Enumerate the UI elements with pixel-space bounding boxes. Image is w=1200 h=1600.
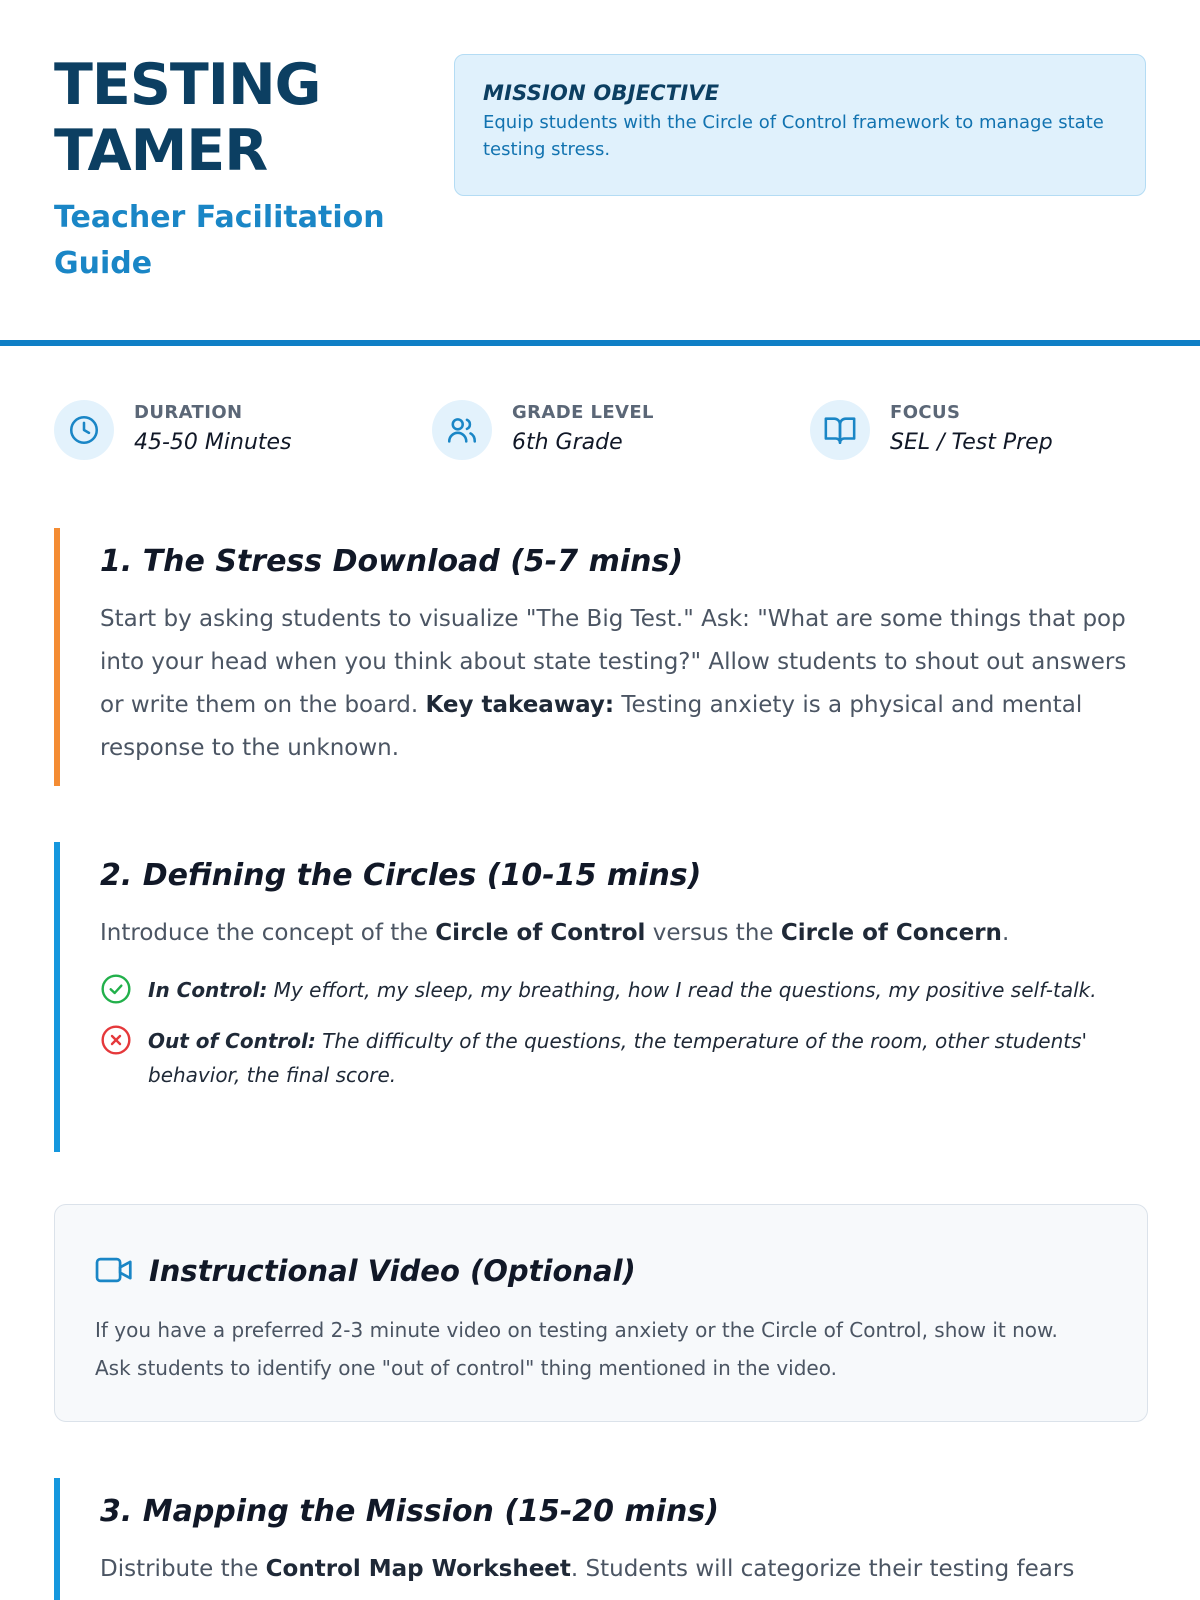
section-heading: 1. The Stress Download (5-7 mins) bbox=[100, 544, 684, 579]
meta-label: GRADE LEVEL bbox=[512, 402, 654, 423]
list-item-out-of-control bbox=[100, 1024, 1148, 1092]
section-stress-download bbox=[54, 528, 1148, 786]
section-body bbox=[100, 598, 1148, 770]
lesson-meta-row bbox=[0, 398, 1200, 464]
body-text: Testing anxiety is a physical and mental response to the unknown. bbox=[100, 692, 1083, 761]
section-heading: 2. Defining the Circles (10-15 mins) bbox=[100, 858, 702, 893]
mission-objective-box bbox=[454, 54, 1146, 196]
book-open-icon bbox=[810, 400, 870, 460]
x-circle-icon bbox=[100, 1024, 132, 1056]
key-takeaway-label: Key takeaway: bbox=[425, 692, 615, 718]
intro-text: versus the bbox=[645, 920, 781, 946]
users-icon bbox=[432, 400, 492, 460]
instructional-video-card bbox=[54, 1204, 1148, 1422]
meta-label: FOCUS bbox=[890, 402, 961, 423]
page-header bbox=[0, 0, 1200, 340]
video-card-text: If you have a preferred 2-3 minute video on testing anxiety or the Circle of Control, show it now. Ask students to identify one "out of control" thing mentioned in the video. bbox=[95, 1318, 1058, 1380]
section-accent-bar bbox=[54, 528, 60, 786]
bullet-label: In Control: bbox=[148, 978, 268, 1002]
body-text: Start by asking students to visualize "The Big Test." Ask: "What are some things that pop into your head when you think about state testing?" Allow students to shout out answers or write them on the board. bbox=[100, 606, 1127, 718]
section-accent-bar bbox=[54, 842, 60, 1152]
section-body bbox=[100, 1548, 1148, 1591]
meta-duration bbox=[54, 398, 384, 464]
title-line-1: TESTING bbox=[54, 52, 321, 118]
meta-value: 45-50 Minutes bbox=[134, 430, 292, 455]
title-line-2: TAMER bbox=[54, 118, 268, 184]
meta-grade-level bbox=[432, 398, 762, 464]
video-camera-icon bbox=[95, 1255, 133, 1285]
intro-text: . bbox=[1001, 920, 1010, 946]
section-defining-circles bbox=[54, 842, 1148, 1152]
body-text: . Students will categorize their testing fears bbox=[570, 1556, 1075, 1582]
intro-text: Introduce the concept of the bbox=[100, 920, 436, 946]
circle-of-control-term: Circle of Control bbox=[435, 920, 646, 946]
mission-text: Equip students with the Circle of Control framework to manage state testing stress. bbox=[483, 112, 1104, 160]
video-card-title: Instructional Video (Optional) bbox=[149, 1254, 636, 1288]
page-title bbox=[54, 52, 414, 184]
section-intro bbox=[100, 912, 1148, 955]
mission-label: MISSION OBJECTIVE bbox=[483, 81, 720, 105]
bullet-text bbox=[148, 973, 1148, 1007]
bullet-label: Out of Control: bbox=[148, 1029, 316, 1053]
worksheet-name: Control Map Worksheet bbox=[265, 1556, 571, 1582]
list-item-in-control bbox=[100, 973, 1148, 1007]
meta-focus bbox=[810, 398, 1140, 464]
meta-value: 6th Grade bbox=[512, 430, 623, 455]
section-accent-bar bbox=[54, 1478, 60, 1600]
check-circle-icon bbox=[100, 973, 132, 1005]
meta-value: SEL / Test Prep bbox=[890, 430, 1053, 455]
section-heading: 3. Mapping the Mission (15-20 mins) bbox=[100, 1494, 719, 1529]
section-mapping-mission bbox=[54, 1478, 1148, 1600]
header-divider bbox=[0, 340, 1200, 346]
clock-icon bbox=[54, 400, 114, 460]
circle-of-concern-term: Circle of Concern bbox=[780, 920, 1002, 946]
bullet-text bbox=[148, 1024, 1148, 1092]
page-subtitle: Teacher Facilitation Guide bbox=[54, 200, 385, 281]
bullet-description: My effort, my sleep, my breathing, how I read the questions, my positive self-talk. bbox=[267, 978, 1097, 1002]
meta-label: DURATION bbox=[134, 402, 243, 423]
bullet-description: The difficulty of the questions, the temperature of the room, other students' behavior, the final score. bbox=[148, 1029, 1088, 1087]
body-text: Distribute the bbox=[100, 1556, 266, 1582]
